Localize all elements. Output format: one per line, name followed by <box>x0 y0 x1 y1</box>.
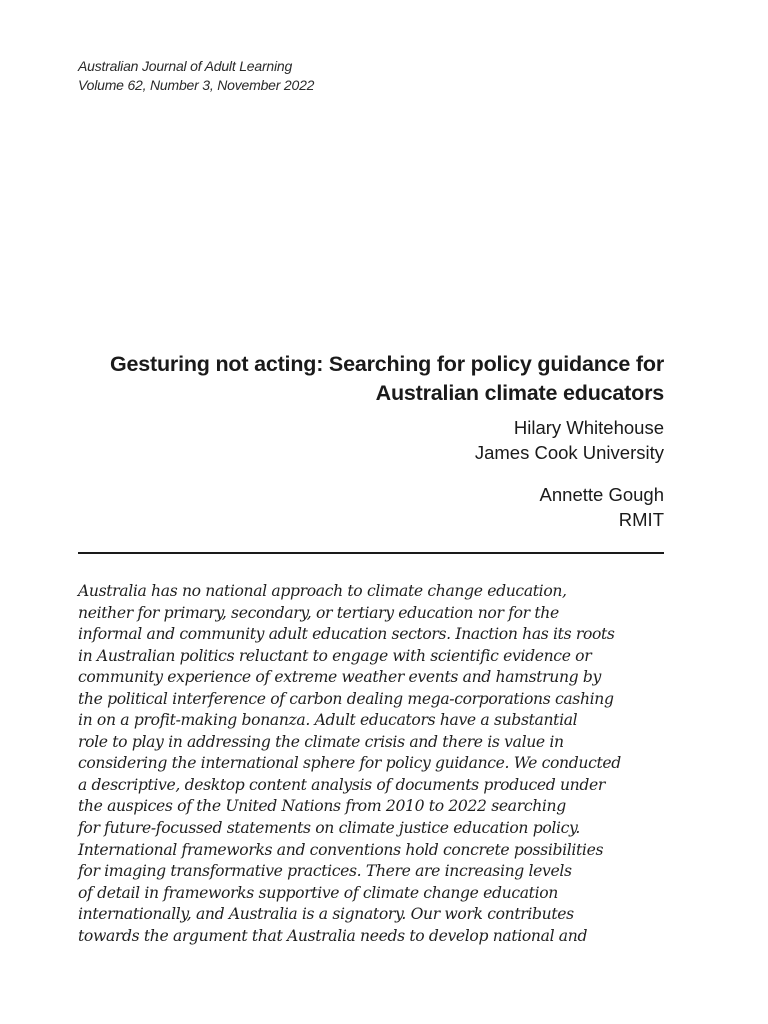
abstract-line: the political interference of carbon dealing mega-corporations cashing <box>78 689 614 708</box>
abstract-line: in Australian politics reluctant to engage with scientific evidence or <box>78 646 592 665</box>
author-block <box>64 482 664 532</box>
abstract-line: community experience of extreme weather events and hamstrung by <box>78 668 601 687</box>
abstract-line: of detail in frameworks supportive of climate change education <box>78 883 558 902</box>
abstract-line: the auspices of the United Nations from 2010 to 2022 searching <box>78 797 566 816</box>
article-title-line: Australian climate educators <box>375 381 664 405</box>
abstract-line: informal and community adult education sectors. Inaction has its roots <box>78 625 615 644</box>
abstract-line: a descriptive, desktop content analysis of documents produced under <box>78 775 605 794</box>
abstract-line: considering the international sphere for policy guidance. We conducted <box>78 754 621 773</box>
abstract <box>78 581 678 947</box>
journal-name: Australian Journal of Adult Learning <box>78 58 293 74</box>
author-name: Annette Gough <box>539 484 664 505</box>
abstract-line: for imaging transformative practices. There are increasing levels <box>78 862 572 881</box>
abstract-line: neither for primary, secondary, or tertiary education nor for the <box>78 603 559 622</box>
abstract-line: International frameworks and conventions hold concrete possibilities <box>78 840 604 859</box>
article-heading <box>64 350 664 532</box>
author-block <box>64 415 664 465</box>
author-affiliation: RMIT <box>618 509 664 530</box>
abstract-line: Australia has no national approach to climate change education, <box>78 582 567 600</box>
abstract-line: for future-focussed statements on climate justice education policy. <box>78 819 581 838</box>
abstract-line: in on a profit-making bonanza. Adult educators have a substantial <box>78 711 578 730</box>
abstract-line: role to play in addressing the climate crisis and there is value in <box>78 732 564 751</box>
article-title <box>64 350 664 408</box>
journal-header <box>78 57 314 95</box>
section-divider <box>78 552 664 554</box>
abstract-line: towards the argument that Australia needs to develop national and <box>78 926 588 945</box>
author-affiliation: James Cook University <box>474 442 664 463</box>
abstract-line: internationally, and Australia is a signatory. Our work contributes <box>78 905 574 924</box>
article-title-line: Gesturing not acting: Searching for policy guidance for <box>109 352 664 376</box>
journal-issue: Volume 62, Number 3, November 2022 <box>78 77 315 93</box>
author-name: Hilary Whitehouse <box>513 417 664 438</box>
